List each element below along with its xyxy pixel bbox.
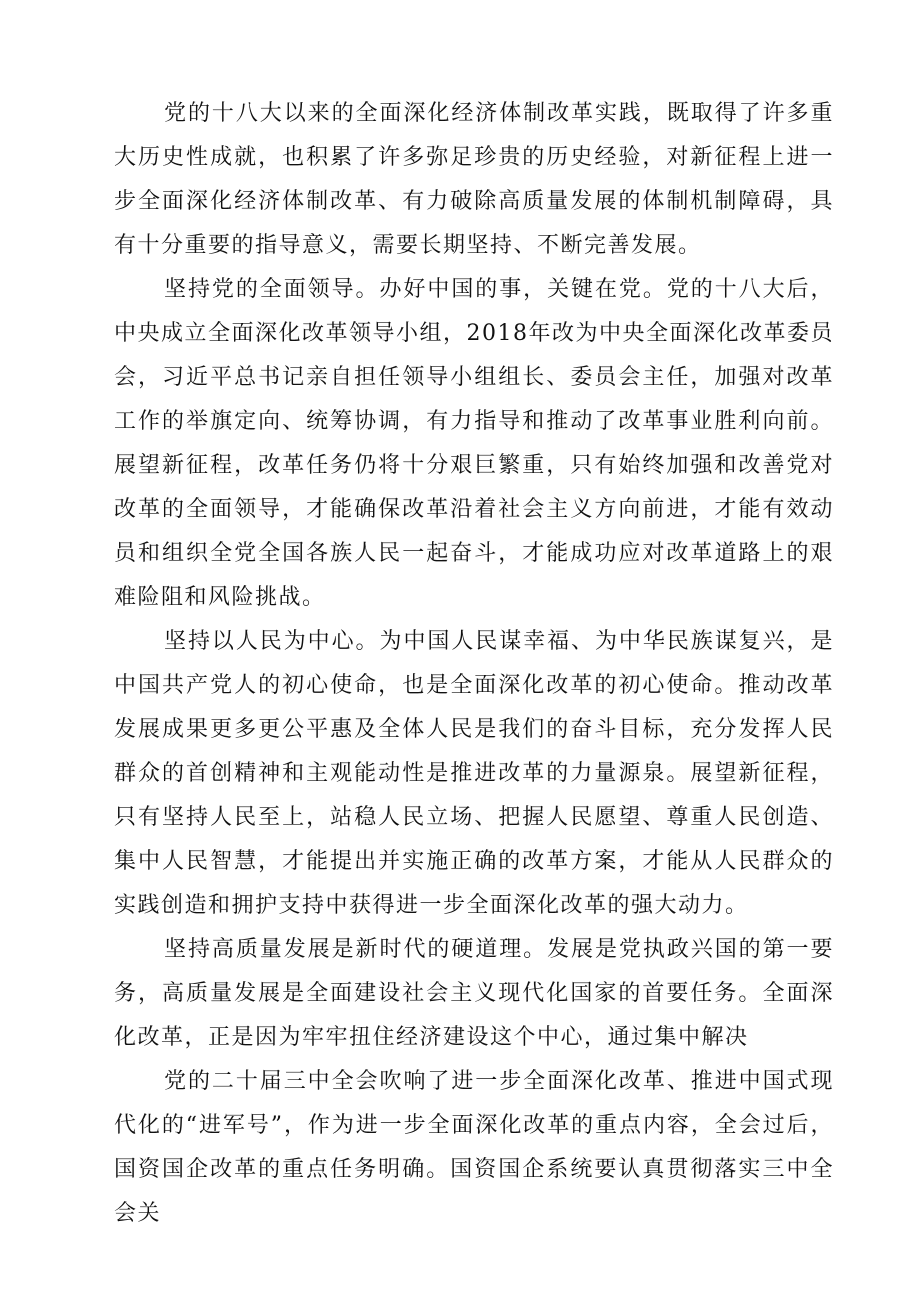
paragraph-party-leadership: 坚持党的全面领导。办好中国的事，关键在党。党的十八大后，中央成立全面深化改革领导小组，2018年改为中央全面深化改革委员会，习近平总书记亲自担任领导小组组长、委员会主任，加强对改革工作的举旗定向、统筹协调，有力指导和推动了改革事业胜利向前。展望新征程，改革任务仍将十分艰巨繁重，只有始终加强和改善党对改革的全面领导，才能确保改革沿着社会主义方向前进，才能有效动员和组织全党全国各族人民一起奋斗，才能成功应对改革道路上的艰难险阻和风险挑战。 [114, 277, 834, 610]
paragraph-people-centered: 坚持以人民为中心。为中国人民谋幸福、为中华民族谋复兴，是中国共产党人的初心使命，也是全面深化改革的初心使命。推动改革发展成果更多更公平惠及全体人民是我们的奋斗目标，充分发挥人民群众的首创精神和主观能动性是推进改革的力量源泉。展望新征程，只有坚持人民至上，站稳人民立场、把握人民愿望、尊重人民创造、集中人民智慧，才能提出并实施正确的改革方案，才能从人民群众的实践创造和拥护支持中获得进一步全面深化改革的强大动力。 [114, 629, 834, 918]
paragraph-high-quality-development: 坚持高质量发展是新时代的硬道理。发展是党执政兴国的第一要务，高质量发展是全面建设社会主义现代化国家的首要任务。全面深化改革，正是因为牢牢扭住经济建设这个中心，通过集中解决 [114, 937, 834, 1050]
paragraph-experience: 党的十八大以来的全面深化经济体制改革实践，既取得了许多重大历史性成就，也积累了许多弥足珍贵的历史经验，对新征程上进一步全面深化经济体制改革、有力破除高质量发展的体制机制障碍，具有十分重要的指导意义，需要长期坚持、不断完善发展。 [114, 101, 834, 258]
document-page [114, 92, 834, 1236]
paragraph-third-plenum: 党的二十届三中全会吹响了进一步全面深化改革、推进中国式现代化的“进军号”，作为进一步全面深化改革的重点内容，全会过后，国资国企改革的重点任务明确。国资国企系统要认真贯彻落实三中全会关 [114, 1069, 834, 1226]
